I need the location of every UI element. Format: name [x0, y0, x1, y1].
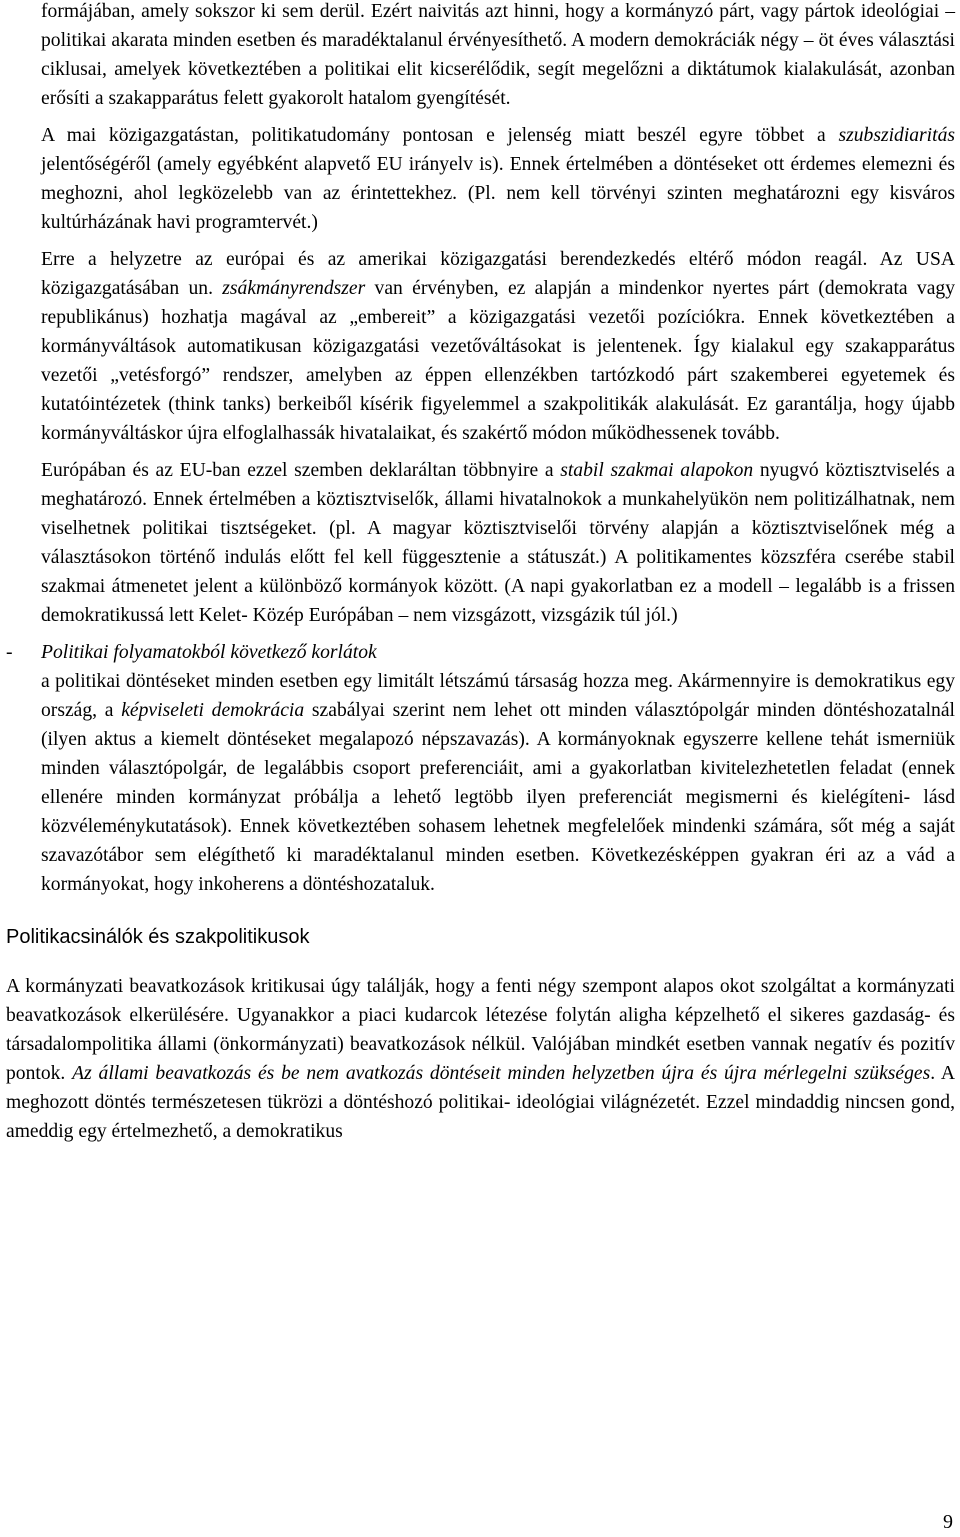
- text-run: A kormányzati beavatkozások kritikusai úgy találják, hogy a fenti négy szempont alapos okot szolgáltat a kormányzati beavatkozások elkerülésére. Ugyanakkor a piaci kudarcok létezése folytán aligha képzelhető el sikeres gazdaság- és társadalompolitika állami (önkormányzati) beavatkozások nélkül. Valójában mindkét esetben vannak negatív és pozitív pontok.: [6, 976, 955, 1084]
- paragraph-intro: formájában, amely sokszor ki sem derül. Ezért naivitás azt hinni, hogy a kormányzó párt, vagy pártok ideológiai – politikai akarata minden esetben és maradéktalanul érvényesíthető. A modern demokráciák négy – öt éves választási ciklusai, amelyek következtében a politikai elit kicserélődik, segít megelőzni a diktátumok kialakulását, azonban erősíti a szakapparátus felett gyakorolt hatalom gyengítését.: [41, 1, 955, 109]
- list-title-text: Politikai folyamatokból következő korlátok: [41, 642, 377, 663]
- text-run: Erre a helyzetre az európai és az amerikai közigazgatási berendezkedés eltérő módon reagál. Az USA közigazgatásában un.: [41, 249, 955, 299]
- text-run: szabályai szerint nem lehet ott minden választópolgár minden döntéshozatalnál (ilyen aktus a kiemelt döntéseket megalapozó népszavazás). A kormányoknak egyszerre kellene tehát ismerniük minden választópolgár, de legalábbis csoport preferenciáit, ami a gyakorlatban kivitelezhetetlen feladat (ennek ellenére minden kormányzat próbálja a lehető legtöbb ilyen preferenciát megismerni és kielégíteni- lásd közvéleménykutatások). Ennek következtében sohasem lehetnek megfelelőek mindenki számára, sőt még a saját szavazótábor sem elégíthető ki maradéktalanul minden esetben. Következésképpen gyakran éri az a vád a kormányokat, hogy inkoherens a döntéshozataluk.: [41, 700, 955, 895]
- text-run: jelentőségéről (amely egyébként alapvető EU irányelv is). Ennek értelmében a döntéseket ott érdemes elemezni és meghozni, ahol legközelebb van az érintettekhez. (Pl. nem kell törvényi szinten meghatározni egy kisváros kultúrházának havi programtervét.): [41, 154, 955, 233]
- paragraph-critics: [6, 972, 955, 1146]
- text-run: van érvényben, ez alapján a mindenkor nyertes párt (demokrata vagy republikánus) hozhatja magával az „embereit” a közigazgatási vezetői pozíciókra. Ennek következtében a kormányváltások automatikusan közigazgatási vezetőváltásokat is jelentenek. Így kialakul egy szakapparátus vezetői „vetésforgó” rendszer, amelyben az éppen ellenzékben tartózkodó párt szakemberei egyetemek és kutatóintézetek (think tanks) berkeiből kísérik figyelemmel a szakpolitikák alakulását. Ez garantálja, hogy újabb kormányváltáskor újra elfoglalhassák hivatalaikat, és szakértő módon működhessenek tovább.: [41, 278, 955, 444]
- paragraph-spoils-system: [41, 245, 955, 448]
- emphasis-state-intervention: Az állami beavatkozás és be nem avatkozás döntéseit minden helyzetben újra és újra mérlegelni szükséges: [72, 1063, 931, 1084]
- text-run: Európában és az EU-ban ezzel szemben deklaráltan többnyire a: [41, 460, 561, 481]
- page-number: 9: [943, 1511, 953, 1533]
- paragraph-subsidiarity: [41, 121, 955, 237]
- paragraph-constraints: [41, 667, 955, 899]
- emphasis-stable-professional: stabil szakmai alapokon: [560, 460, 754, 481]
- text-run: . A meghozott döntés természetesen tükrözi a döntéshozó politikai- ideológiai világnézetét. Ezzel mindaddig nincsen gond, ameddig egy értelmezhető, a demokratikus: [6, 1063, 956, 1142]
- emphasis-spoils-system: zsákmányrendszer: [222, 278, 366, 299]
- emphasis-representative-democracy: képviseleti demokrácia: [121, 700, 305, 721]
- section-heading: Politikacsinálók és szakpolitikusok: [6, 926, 310, 948]
- text-run: A mai közigazgatástan, politikatudomány pontosan e jelenség miatt beszél egyre többet a: [41, 125, 839, 146]
- paragraph-europe: [41, 456, 955, 630]
- emphasis-subsidiarity: szubszidiaritás: [838, 125, 955, 146]
- text-run: nyugvó köztisztviselés a meghatározó. Ennek értelmében a köztisztviselők, állami hivatalnokok a munkahelyükön nem politizálhatnak, nem viselhetnek politikai tisztségeket. (pl. A magyar köztisztviselői törvény alapján a köztisztviselőnek még a választásokon történő indulás előtt fel kell függesztenie a státuszát.) A politikamentes közszféra cserébe stabil szakmai átmenetet jelent a különböző kormányok között. (A napi gyakorlatban ez a modell – legalább is a frissen demokratikussá lett Kelet- Közép Európában – nem vizsgázott, vizsgázik túl jól.): [41, 460, 955, 626]
- list-item-title: [41, 638, 955, 667]
- text-run: a politikai döntéseket minden esetben egy limitált létszámú társaság hozza meg. Akármennyire is demokratikus egy ország, a: [41, 671, 955, 721]
- list-dash: -: [6, 642, 13, 663]
- list-item-political-constraints: [6, 638, 955, 899]
